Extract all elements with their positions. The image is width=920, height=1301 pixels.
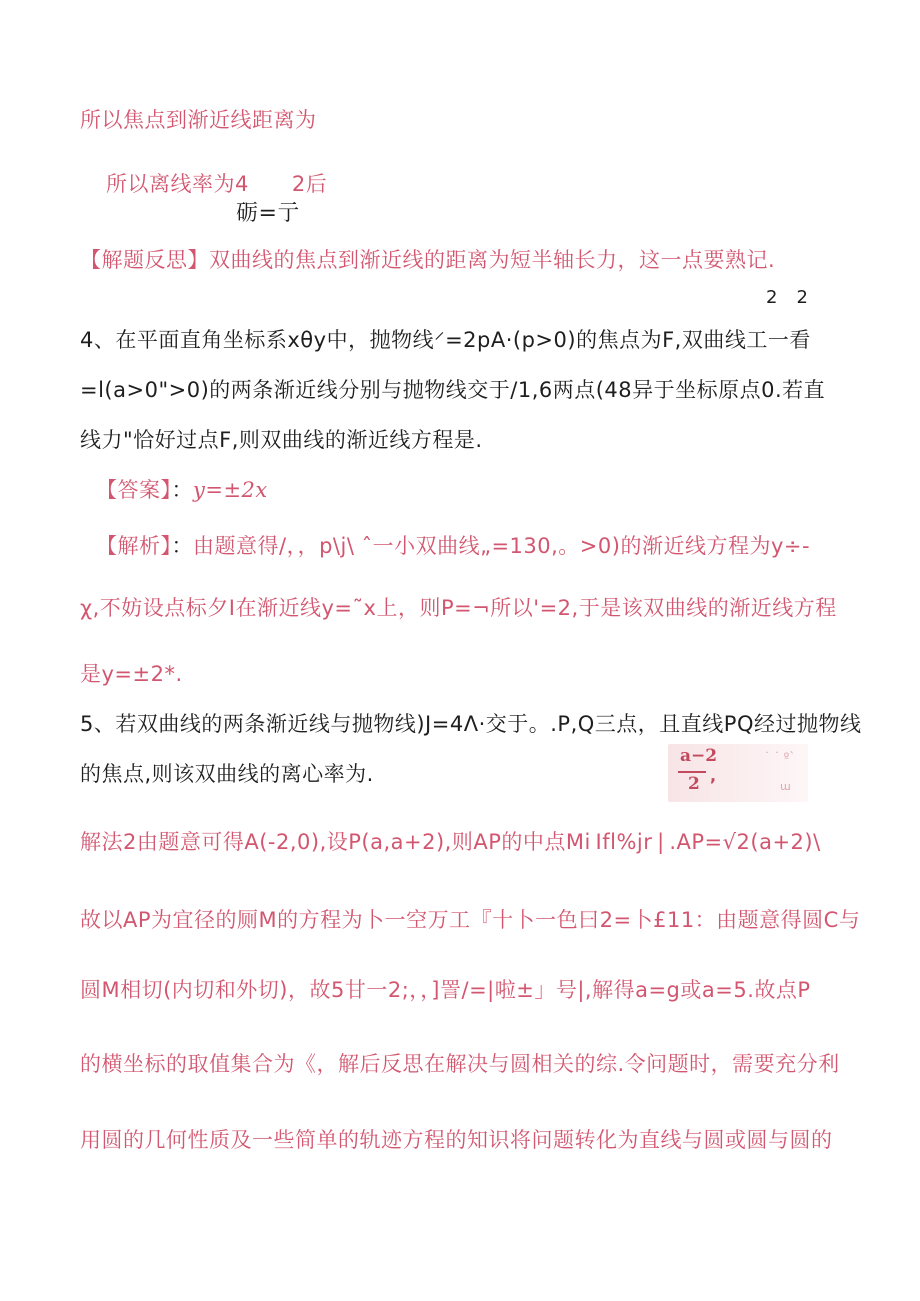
analysis-colon: ： [171,534,193,558]
reflection-text: 双曲线的焦点到渐近线的距离为短半轴长力，这一点要熟记. [209,248,776,272]
answer-value: y=±2x [193,478,268,502]
solution-line-5: 用圆的几何性质及一些简单的轨迹方程的知识将问题转化为直线与圆或圆与圆的 [80,1128,833,1152]
answer-tag: 【答案】 [96,478,172,502]
analysis-text-1: 由题意得/，，p\j\ ˆ一小双曲线„=130,。>0)的渐近线方程为y÷- [193,534,811,558]
question-5-line-2: 的焦点,则该双曲线的离心率为. [80,762,374,786]
answer-line [96,476,268,504]
reflection-line [80,246,775,274]
solution-line-1: 解法2由题意可得A(-2,0),设P(a,a+2),则AP的中点Mi Ifl%jr | .AP=√2(a+2)\ [80,830,821,854]
superscript-numbers: 2 2 [766,287,809,308]
analysis-line-3: 是y=±2*. [80,662,183,686]
smudge-mark: ˙ ˙ º` [764,750,796,764]
fraction-denominator: 2 [688,774,700,794]
question-4-line-1: 4、在平面直角坐标系xθy中，抛物线⸍=2pA·(p>0)的焦点为F,双曲线工一看 [80,328,811,352]
fraction-image [668,744,808,802]
solution-line-2: 故以AP为宜径的厕M的方程为卜一空万工『十卜一色曰2=卜£11：由题意得圆C与 [80,908,861,932]
analysis-line-2: χ,不妨设点标夕I在渐近线y=˜x上，则P=¬所以'=2,于是该双曲线的渐近线方程 [80,596,837,620]
text-line-formula: 砺=亍 [236,201,300,226]
text-line-eccentricity: 所以离线率为4 2后 [106,172,328,196]
question-4-line-3: 线力"恰好过点F,则双曲线的渐近线方程是. [80,428,483,452]
fraction-comma: , [710,766,717,785]
analysis-tag: 【解析】 [96,534,172,558]
solution-line-3: 圆M相切(内切和外切)，故5甘一2;，，]詈/=|啦±」号|,解得a=g或a=5.故点P [80,978,811,1002]
question-5-line-1: 5、若双曲线的两条渐近线与抛物线)J=4Λ·交于。.P,Q三点，且直线PQ经过抛物线 [80,712,862,736]
reflection-tag: 【解题反思】 [80,248,209,272]
smudge-mark: ɯ [780,780,791,793]
analysis-line-1 [96,532,810,560]
question-4-line-2: =l(a>0">0)的两条渐近线分别与抛物线交于/1,6两点(48异于坐标原点0.若直 [80,378,826,402]
answer-colon: ： [171,478,193,502]
text-line-focus-distance: 所以焦点到渐近线距离为 [80,108,317,132]
solution-line-4: 的横坐标的取值集合为《，解后反思在解决与圆相关的综.令问题时，需要充分利 [80,1052,840,1076]
fraction-numerator: a−2 [680,746,718,766]
fraction-bar [678,771,706,773]
